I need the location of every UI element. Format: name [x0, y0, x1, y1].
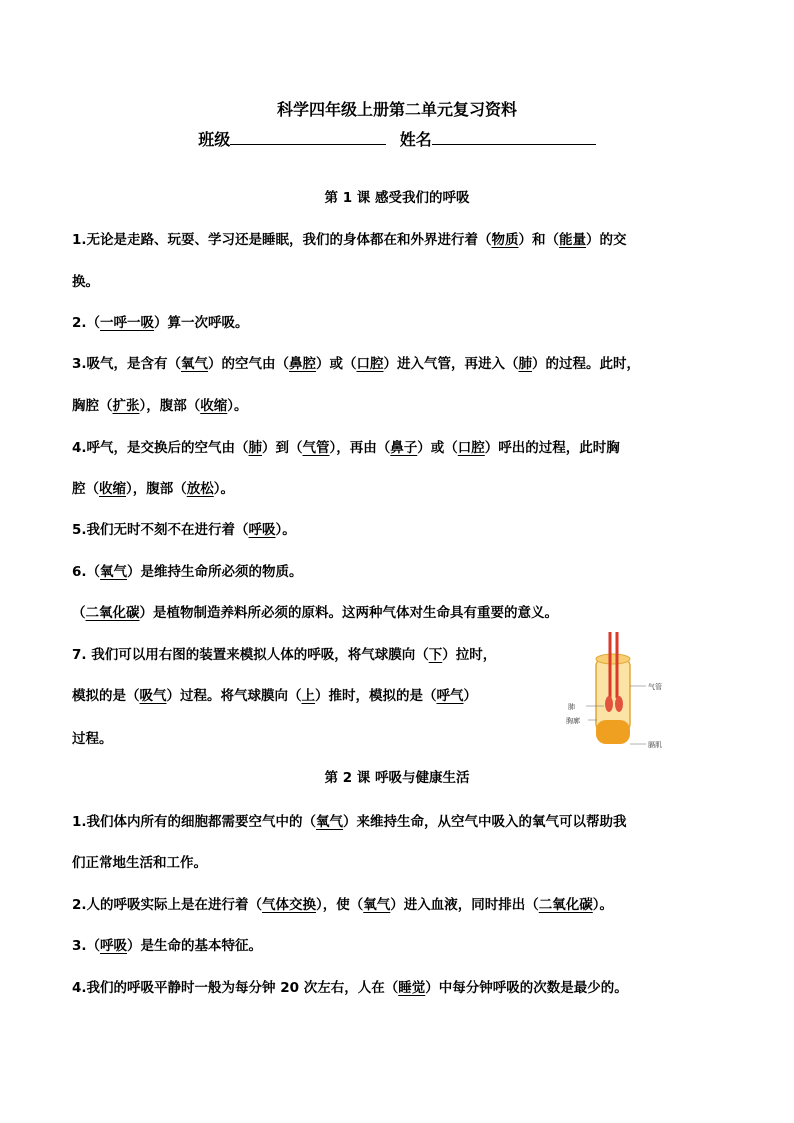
question-text: 胸腔（ — [72, 398, 113, 414]
question-text: ）过程。将气球膜向（ — [166, 688, 302, 704]
answer-text: 收缩 — [99, 481, 126, 497]
question-text: ）或（ — [417, 440, 458, 456]
answer-text: 氧气 — [316, 814, 344, 830]
class-name-line — [0, 128, 794, 151]
lesson1-line — [72, 438, 620, 458]
breathing-model-figure — [566, 628, 686, 754]
question-text: 过程。 — [72, 731, 113, 747]
name-blank[interactable] — [432, 128, 596, 145]
question-text: ）。 — [213, 481, 234, 497]
question-text: 2.（ — [72, 315, 101, 331]
question-text: 6.（ — [72, 564, 101, 580]
lesson1-line — [72, 645, 496, 665]
lesson1-line — [72, 230, 627, 250]
cylinder-top — [596, 654, 630, 664]
answer-text: 收缩 — [200, 398, 228, 414]
question-text: ）进入血液，同时排出（ — [390, 897, 539, 913]
lesson2-line — [72, 812, 627, 832]
lesson2-heading: 第 2 课 呼吸与健康生活 — [324, 770, 470, 786]
question-text: ）呼出的过程，此时胸 — [484, 440, 620, 456]
answer-text: 能量 — [559, 232, 587, 248]
lesson2-line — [72, 936, 262, 956]
question-text: ）来维持生命，从空气中吸入的氧气可以帮助我 — [343, 814, 627, 830]
lesson1-line — [72, 396, 248, 416]
question-text: 2.人的呼吸实际上是在进行着（ — [72, 897, 263, 913]
answer-text: 口腔 — [457, 440, 485, 456]
question-text: 腔（ — [72, 481, 99, 497]
answer-text: 一呼一吸 — [100, 315, 155, 331]
question-text: ），腹部（ — [126, 481, 187, 497]
question-text: 5.我们无时不刻不在进行着（ — [72, 522, 249, 538]
answer-text: 呼吸 — [248, 522, 276, 538]
question-text: ）的过程。此时， — [532, 356, 641, 372]
lesson1-line — [72, 603, 558, 623]
question-text: ）进入气管，再进入（ — [383, 356, 519, 372]
question-text: ）。 — [227, 398, 248, 414]
lesson1-line — [72, 313, 249, 333]
answer-text: 放松 — [186, 481, 214, 497]
lesson1-heading: 第 1 课 感受我们的呼吸 — [324, 190, 470, 206]
question-text: 3.（ — [72, 938, 101, 954]
label-diaphragm: 膈肌 — [648, 741, 662, 749]
question-text: ）。 — [592, 897, 614, 913]
answer-text: 下 — [428, 647, 443, 663]
answer-text: 吸气 — [139, 688, 167, 704]
lesson1-line — [72, 520, 296, 540]
lesson1-line — [72, 562, 303, 582]
question-text: ）算一次呼吸。 — [154, 315, 249, 331]
answer-text: 呼气 — [436, 688, 464, 704]
question-text: ）是维持生命所必须的物质。 — [127, 564, 303, 580]
answer-text: 气体交换 — [262, 897, 317, 913]
question-text: ）推时，模拟的是（ — [315, 688, 437, 704]
lung-balloon-left — [605, 696, 613, 712]
question-text: ），使（ — [316, 897, 364, 913]
question-text: 1.我们体内所有的细胞都需要空气中的（ — [72, 814, 317, 830]
lesson2-line — [72, 853, 207, 873]
answer-text: 氧气 — [363, 897, 391, 913]
question-text: 1.无论是走路、玩耍、学习还是睡眠，我们的身体都在和外界进行着（ — [72, 232, 492, 248]
question-text: ）的空气由（ — [208, 356, 290, 372]
name-label: 姓名 — [399, 130, 432, 149]
label-chest: 胸廓 — [566, 717, 580, 725]
question-text: 们正常地生活和工作。 — [72, 855, 207, 871]
answer-text: 气管 — [302, 440, 330, 456]
answer-text: 氧气 — [100, 564, 128, 580]
diaphragm-base — [596, 720, 630, 744]
question-text: 4.呼气，是交换后的空气由（ — [72, 440, 249, 456]
class-label: 班级 — [198, 130, 231, 149]
answer-text: 睡觉 — [398, 980, 426, 996]
answer-text: 氧气 — [181, 356, 209, 372]
answer-text: 呼吸 — [100, 938, 128, 954]
lesson1-line — [72, 354, 640, 374]
question-text: 模拟的是（ — [72, 688, 140, 704]
question-text: ），再由（ — [329, 440, 391, 456]
question-text: ）。 — [275, 522, 296, 538]
answer-text: 扩张 — [112, 398, 140, 414]
label-trachea: 气管 — [648, 683, 662, 691]
lesson1-line — [72, 686, 477, 706]
question-text: ）到（ — [262, 440, 303, 456]
lung-balloon-right — [615, 696, 623, 712]
answer-text: 肺 — [518, 356, 533, 372]
answer-text: 二氧化碳 — [538, 897, 593, 913]
question-text: （ — [72, 605, 86, 621]
question-text: ），腹部（ — [139, 398, 201, 414]
question-text: 7. 我们可以用右图的装置来模拟人体的呼吸，将气球膜向（ — [72, 647, 429, 663]
lesson1-line — [72, 479, 234, 499]
answer-text: 鼻腔 — [289, 356, 317, 372]
question-text: ） — [463, 688, 477, 704]
answer-text: 鼻子 — [390, 440, 418, 456]
question-text: ）中每分钟呼吸的次数是最少的。 — [425, 980, 628, 996]
document-title: 科学四年级上册第二单元复习资料 — [276, 100, 517, 119]
lesson2-line — [72, 978, 628, 998]
question-text: ）或（ — [316, 356, 357, 372]
class-blank[interactable] — [230, 128, 386, 145]
lesson1-line — [72, 729, 113, 749]
question-text: ）和（ — [518, 232, 560, 248]
lesson1-line — [72, 272, 99, 292]
answer-text: 口腔 — [356, 356, 384, 372]
question-text: ）的交 — [586, 232, 627, 248]
answer-text: 二氧化碳 — [85, 605, 140, 621]
answer-text: 物质 — [491, 232, 519, 248]
question-text: ）是植物制造养料所必须的原料。这两种气体对生命具有重要的意义。 — [139, 605, 558, 621]
question-text: ）是生命的基本特征。 — [127, 938, 263, 954]
question-text: 3.吸气，是含有（ — [72, 356, 182, 372]
label-lung: 肺 — [568, 703, 575, 711]
lesson2-line — [72, 895, 613, 915]
question-text: ）拉时， — [442, 647, 497, 663]
question-text: 换。 — [72, 274, 99, 290]
answer-text: 上 — [301, 688, 315, 704]
question-text: 4.我们的呼吸平静时一般为每分钟 20 次左右，人在（ — [72, 980, 399, 996]
answer-text: 肺 — [248, 440, 263, 456]
